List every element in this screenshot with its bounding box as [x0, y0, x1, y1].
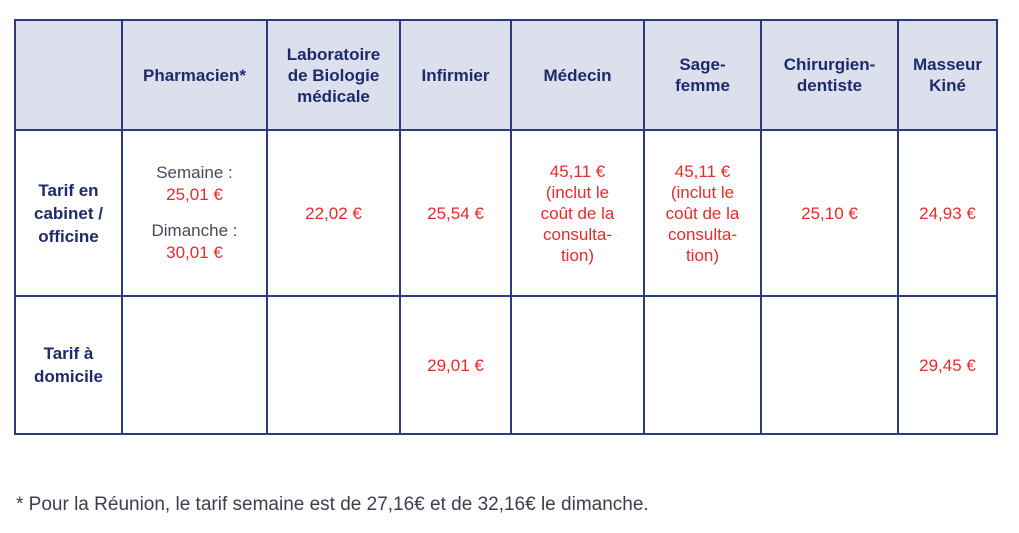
cell-pharmacien-cabinet	[122, 130, 267, 296]
header-sage-femme: Sage- femme	[644, 20, 761, 130]
cell-sage-femme-domicile	[644, 296, 761, 434]
cell-sage-femme-cabinet: 45,11 € (inclut le coût de la consulta- tion)	[644, 130, 761, 296]
cell-infirmier-cabinet: 25,54 €	[400, 130, 511, 296]
footnote: * Pour la Réunion, le tarif semaine est de 27,16€ et de 32,16€ le dimanche.	[16, 494, 649, 515]
cell-medecin-cabinet: 45,11 € (inclut le coût de la consulta- tion)	[511, 130, 644, 296]
row-label-cabinet: Tarif en cabinet / officine	[15, 130, 122, 296]
cell-infirmier-domicile: 29,01 €	[400, 296, 511, 434]
cell-laboratoire-domicile	[267, 296, 400, 434]
header-chirurgien-dentiste: Chirurgien- dentiste	[761, 20, 898, 130]
cell-medecin-domicile	[511, 296, 644, 434]
header-empty-cell	[15, 20, 122, 130]
table-row	[15, 130, 997, 296]
dimanche-value: 30,01 €	[166, 243, 223, 262]
header-laboratoire: Laboratoire de Biologie médicale	[267, 20, 400, 130]
header-masseur-kine: Masseur Kiné	[898, 20, 997, 130]
cell-chirurgien-dentiste-domicile	[761, 296, 898, 434]
cell-chirurgien-dentiste-cabinet: 25,10 €	[761, 130, 898, 296]
cell-laboratoire-cabinet: 22,02 €	[267, 130, 400, 296]
table-row	[15, 296, 997, 434]
cell-pharmacien-domicile	[122, 296, 267, 434]
dimanche-label: Dimanche :	[151, 221, 238, 240]
header-medecin: Médecin	[511, 20, 644, 130]
header-pharmacien: Pharmacien*	[122, 20, 267, 130]
header-row	[15, 20, 997, 130]
semaine-label: Semaine :	[156, 163, 233, 182]
tarifs-table	[14, 19, 998, 435]
semaine-value: 25,01 €	[166, 185, 223, 204]
header-infirmier: Infirmier	[400, 20, 511, 130]
cell-masseur-kine-domicile: 29,45 €	[898, 296, 997, 434]
cell-masseur-kine-cabinet: 24,93 €	[898, 130, 997, 296]
row-label-domicile: Tarif à domicile	[15, 296, 122, 434]
